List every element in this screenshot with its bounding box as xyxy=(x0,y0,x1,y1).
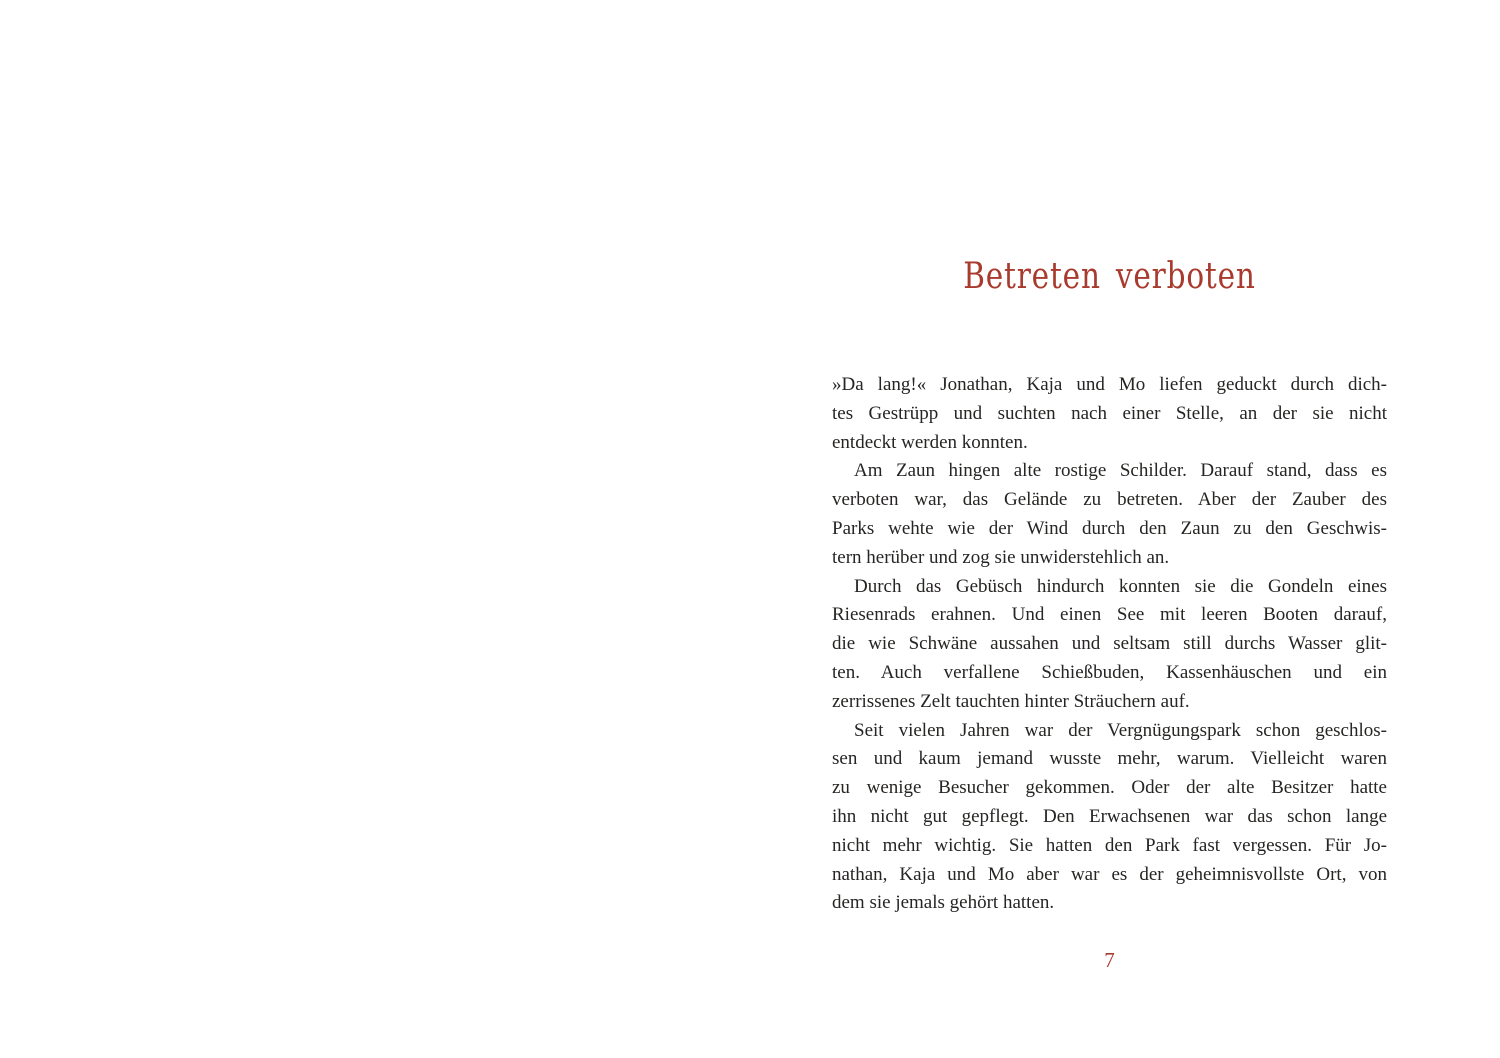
body-line: nicht mehr wichtig. Sie hatten den Park fast vergessen. Für Jo- xyxy=(832,834,1387,856)
body-line: ten. Auch verfallene Schießbuden, Kassenhäuschen und ein xyxy=(832,661,1387,683)
body-line: Parks wehte wie der Wind durch den Zaun zu den Geschwis- xyxy=(832,517,1387,539)
body-line: entdeckt werden konnten. xyxy=(832,431,1028,453)
chapter-title: Betreten verboten xyxy=(963,256,1256,297)
body-line: dem sie jemals gehört hatten. xyxy=(832,892,1055,914)
body-line: Am Zaun hingen alte rostige Schilder. Darauf stand, dass es xyxy=(854,460,1387,482)
body-line: sen und kaum jemand wusste mehr, warum. Vielleicht waren xyxy=(832,748,1387,770)
book-page xyxy=(750,0,1500,1058)
body-line: zu wenige Besucher gekommen. Oder der alte Besitzer hatte xyxy=(832,777,1387,799)
body-line: die wie Schwäne aussahen und seltsam still durchs Wasser glit- xyxy=(832,633,1387,655)
body-line: ihn nicht gut gepflegt. Den Erwachsenen war das schon lange xyxy=(832,805,1387,827)
page-number: 7 xyxy=(1104,948,1115,972)
body-line: Durch das Gebüsch hindurch konnten sie die Gondeln eines xyxy=(854,575,1387,597)
body-line: Seit vielen Jahren war der Vergnügungspark schon geschlos- xyxy=(854,719,1387,741)
text-block xyxy=(832,371,1387,918)
body-line: tern herüber und zog sie unwiderstehlich an. xyxy=(832,546,1170,568)
body-line: nathan, Kaja und Mo aber war es der geheimnisvollste Ort, von xyxy=(832,863,1387,885)
body-line: tes Gestrüpp und suchten nach einer Stelle, an der sie nicht xyxy=(832,402,1387,424)
body-line: Riesenrads erahnen. Und einen See mit leeren Booten darauf, xyxy=(832,604,1387,626)
body-line: zerrissenes Zelt tauchten hinter Sträuchern auf. xyxy=(832,690,1190,712)
body-line: verboten war, das Gelände zu betreten. Aber der Zauber des xyxy=(832,489,1387,511)
body-line: »Da lang!« Jonathan, Kaja und Mo liefen geduckt durch dich- xyxy=(832,374,1387,395)
